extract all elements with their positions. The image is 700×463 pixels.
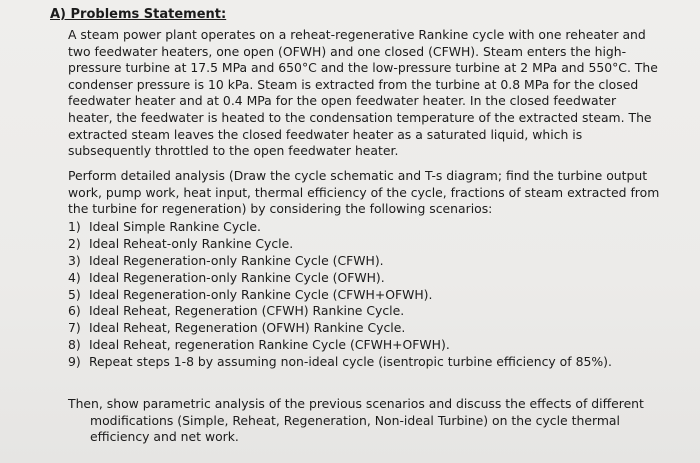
- list-item: [68, 354, 668, 371]
- list-item: [68, 320, 668, 337]
- list-item-text: Ideal Reheat-only Rankine Cycle.: [89, 235, 294, 251]
- scenario-list: [68, 219, 668, 371]
- list-item: [68, 287, 668, 304]
- list-item: [68, 303, 668, 320]
- list-item-number: 7): [68, 320, 81, 336]
- problem-statement-heading: A) Problems Statement:: [50, 7, 227, 22]
- list-item-number: 9): [68, 354, 81, 370]
- list-item-text: Ideal Reheat, Regeneration (CFWH) Rankine Cycle.: [89, 303, 405, 319]
- list-item: [68, 236, 668, 253]
- list-item-text: Ideal Simple Rankine Cycle.: [89, 219, 261, 234]
- list-item-text: Ideal Regeneration-only Rankine Cycle (OFWH).: [89, 269, 385, 285]
- task-paragraph: Perform detailed analysis (Draw the cycle schematic and T-s diagram; find the turbine output work, pump work, heat input, thermal efficiency of the cycle, fractions of steam extracted from the turbine for regeneration) by considering the following scenarios:: [68, 168, 660, 217]
- list-item-text: Ideal Regeneration-only Rankine Cycle (CFWH).: [89, 252, 384, 268]
- list-item-text: Repeat steps 1-8 by assuming non-ideal cycle (isentropic turbine efficiency of 85%).: [89, 354, 612, 370]
- intro-paragraph: A steam power plant operates on a reheat-regenerative Rankine cycle with one reheater and two feedwater heaters, one open (OFWH) and one closed (CFWH). Steam enters the high-pressure turbine at 17.5 MPa and 650°C and the low-pressure turbine at 2 MPa and 550°C. The condenser pressure is 10 kPa. Steam is extracted from the turbine at 0.8 MPa for the closed feedwater heater and at 0.4 MPa for the open feedwater heater. In the closed feedwater heater, the feedwater is heated to the condensation temperature of the extracted steam. The extracted steam leaves the closed feedwater heater as a saturated liquid, which is subsequently throttled to the open feedwater heater.: [68, 27, 658, 159]
- list-item-number: 3): [68, 252, 81, 268]
- list-item: [68, 219, 668, 236]
- list-item: [68, 337, 668, 354]
- list-item-number: 8): [68, 337, 81, 353]
- list-item-number: 4): [68, 269, 81, 285]
- list-item: [68, 270, 668, 287]
- list-item-number: 5): [68, 286, 81, 302]
- list-item-number: 6): [68, 303, 81, 319]
- conclusion-paragraph: Then, show parametric analysis of the previous scenarios and discuss the effects of different modifications (Simple, Reheat, Regeneration, Non-ideal Turbine) on the cycle thermal efficiency and net work.: [68, 396, 644, 445]
- list-item-number: 1): [68, 219, 81, 234]
- list-item: [68, 253, 668, 270]
- list-item-number: 2): [68, 235, 81, 251]
- list-item-text: Ideal Regeneration-only Rankine Cycle (CFWH+OFWH).: [89, 286, 433, 302]
- list-item-text: Ideal Reheat, regeneration Rankine Cycle (CFWH+OFWH).: [89, 337, 450, 353]
- list-item-text: Ideal Reheat, Regeneration (OFWH) Rankine Cycle.: [89, 320, 406, 336]
